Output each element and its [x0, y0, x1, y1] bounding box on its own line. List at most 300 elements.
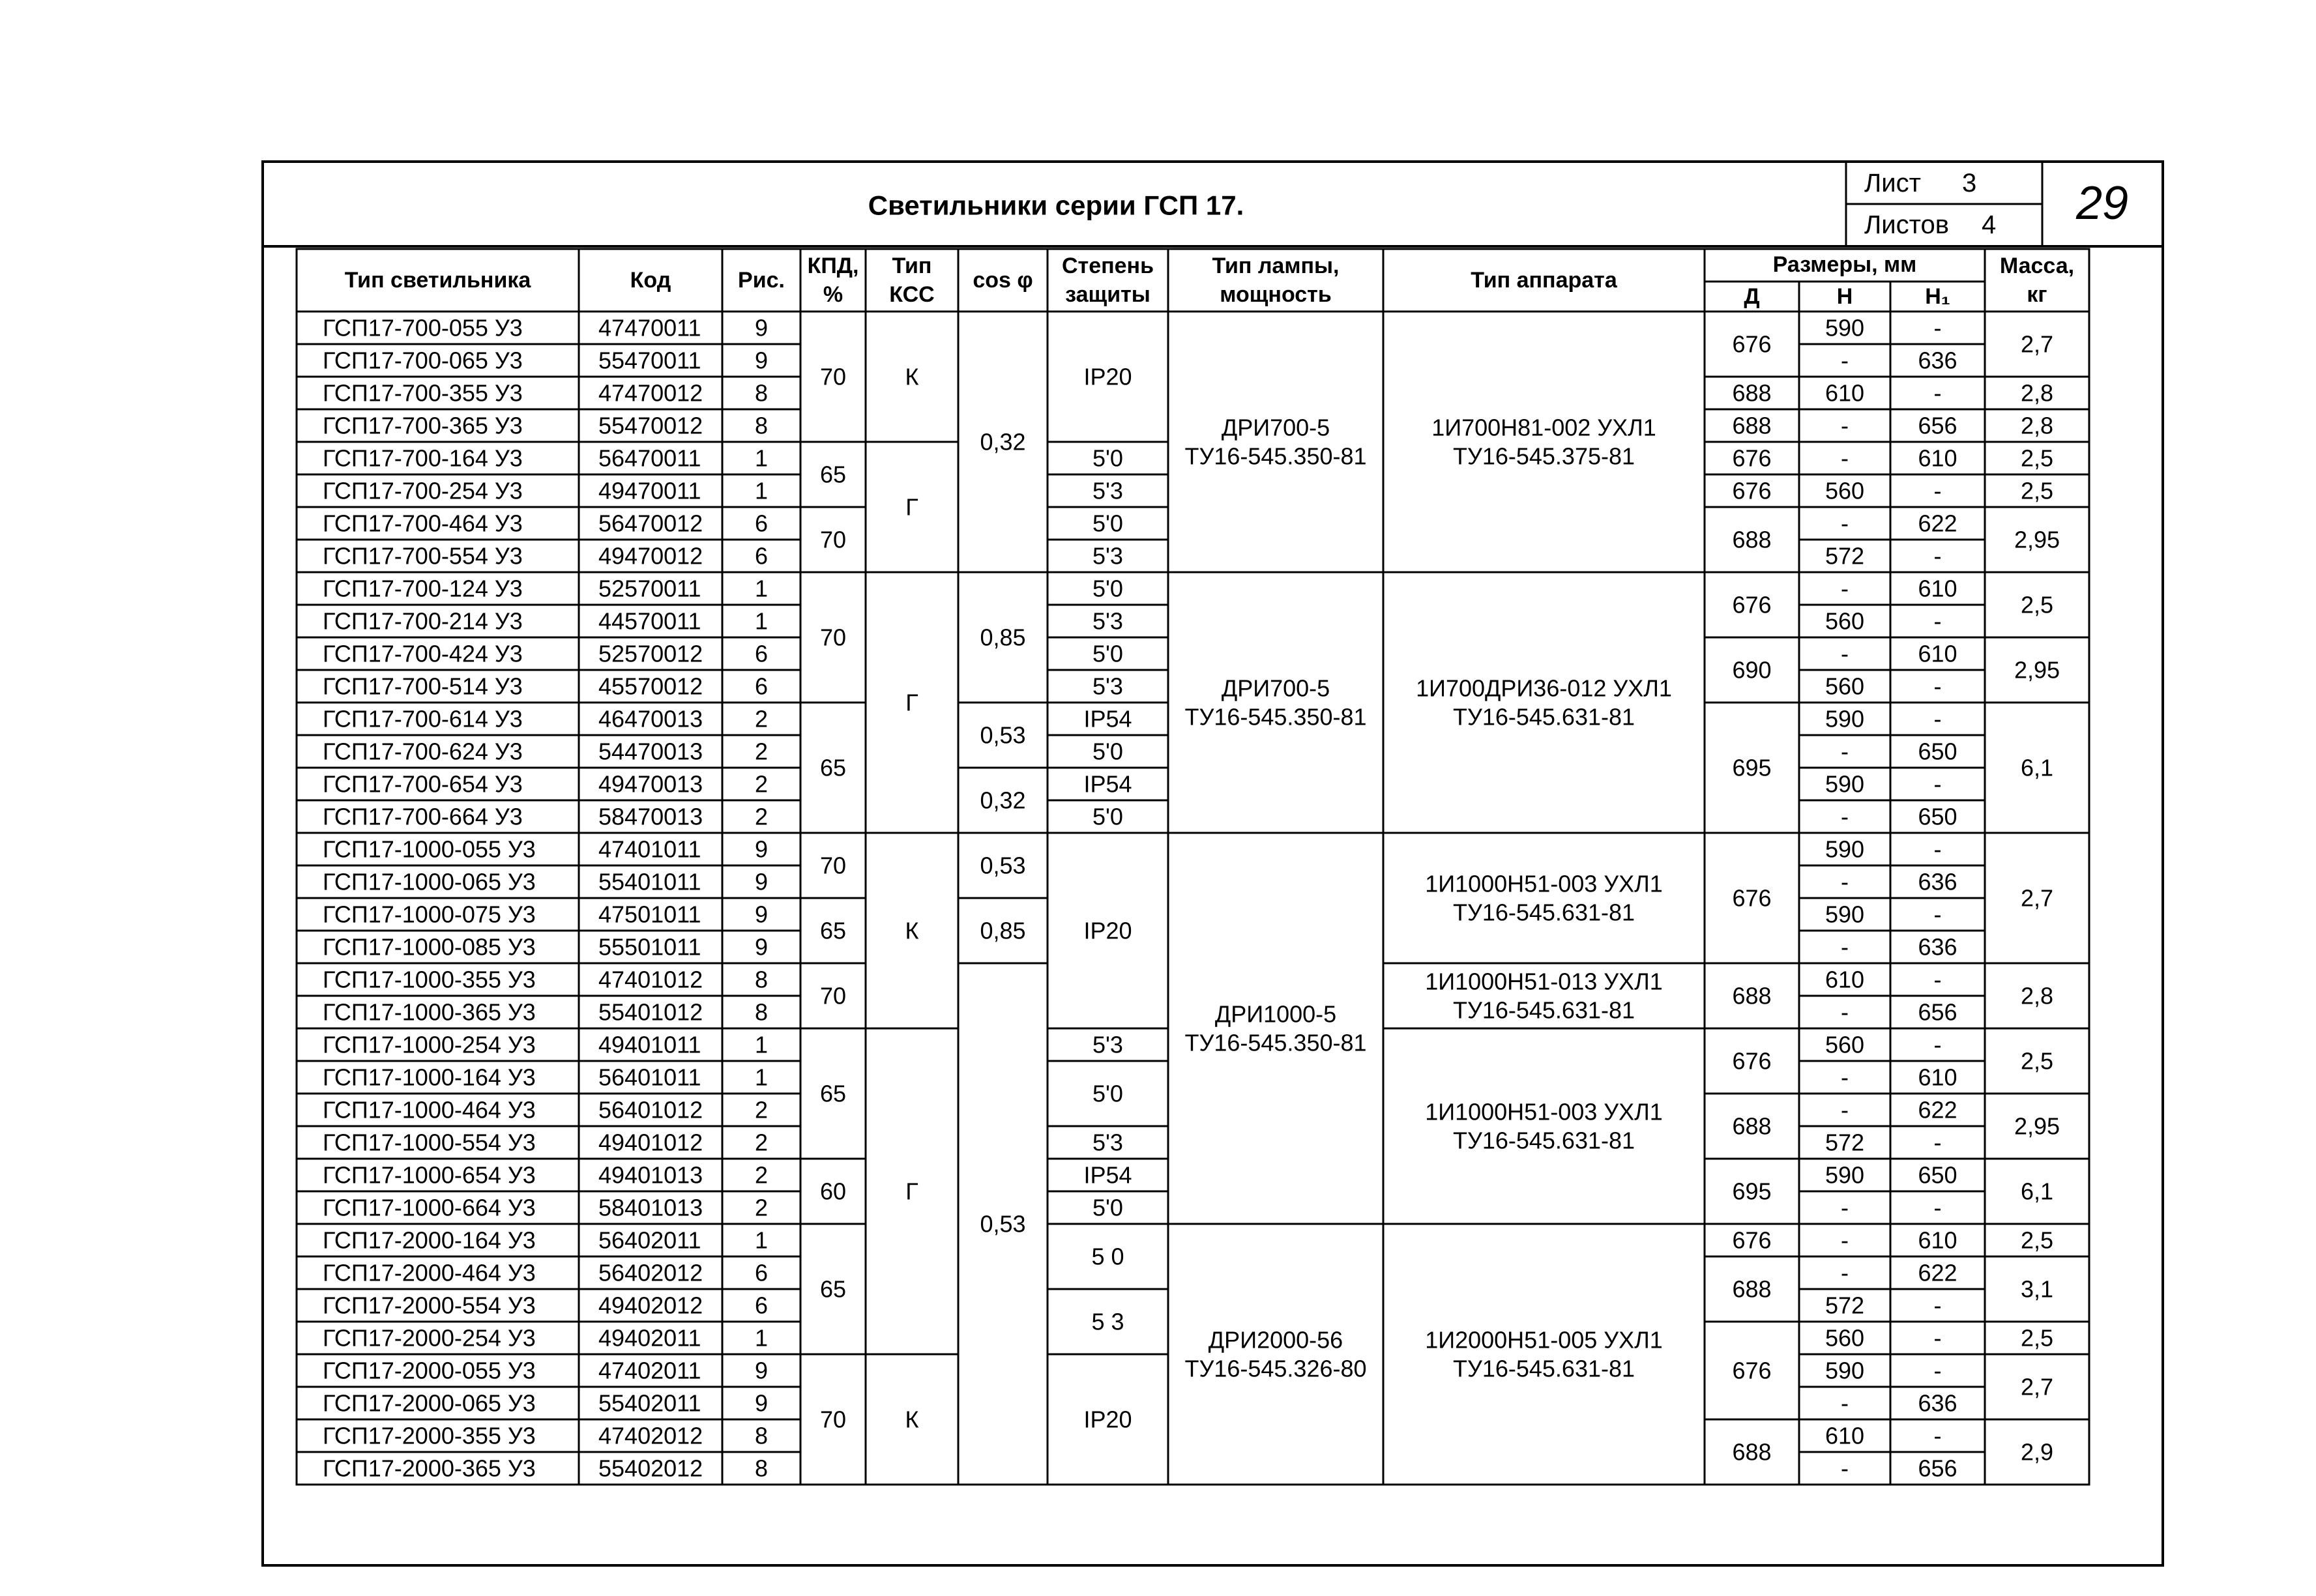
cell-type: ГСП17-1000-664 У3	[323, 1194, 536, 1221]
cell-dim-d: 688	[1732, 1275, 1772, 1303]
cell-dim-h1: 650	[1918, 738, 1957, 765]
cell-kpd: 65	[819, 461, 847, 488]
cell-protection: 5'3	[1092, 1031, 1123, 1058]
cell-dim-d: 676	[1732, 1357, 1772, 1384]
cell-code: 47401011	[598, 835, 701, 863]
cell-dim-h: 560	[1825, 607, 1865, 635]
cell-type: ГСП17-1000-055 У3	[323, 835, 536, 863]
cell-gear-spec: ТУ16-545.631-81	[1452, 996, 1635, 1024]
cell-cos: 0,85	[980, 624, 1026, 651]
cell-code: 45570012	[598, 673, 703, 700]
cell-code: 55470011	[598, 347, 701, 374]
cell-kpd: 70	[819, 1406, 847, 1433]
cell-lamp: ДРИ2000-56	[1208, 1326, 1343, 1354]
cell-mass: 2,5	[2020, 477, 2054, 504]
cell-code: 47501011	[598, 901, 701, 928]
cell-type: ГСП17-2000-355 У3	[323, 1422, 536, 1449]
header-dimensions: Размеры, мм	[1772, 252, 1917, 277]
cell-dim-h1: 622	[1918, 1259, 1957, 1286]
cell-mass: 2,8	[2020, 379, 2054, 407]
cell-fig: 9	[754, 868, 769, 895]
cell-dim-h1: 636	[1918, 347, 1957, 374]
sheet-list-value: 3	[1962, 169, 1977, 197]
header-kss: Тип	[892, 254, 932, 278]
header-lamp: Тип лампы,	[1212, 254, 1340, 278]
cell-dim-h: -	[1841, 1259, 1849, 1286]
cell-kss: К	[905, 1406, 919, 1433]
cell-dim-d: 676	[1732, 477, 1772, 504]
page-title: Светильники серии ГСП 17.	[868, 190, 1244, 221]
cell-gear-spec: ТУ16-545.631-81	[1452, 703, 1635, 731]
cell-dim-h: 590	[1825, 705, 1865, 733]
cell-fig: 2	[754, 1161, 769, 1189]
cell-dim-h1: 610	[1918, 444, 1957, 472]
cell-type: ГСП17-700-664 У3	[323, 803, 523, 830]
cell-mass: 2,8	[2020, 412, 2054, 439]
cell-dim-h: -	[1841, 1389, 1849, 1417]
cell-cos: 0,32	[980, 787, 1026, 814]
cell-protection: 5'0	[1092, 1080, 1123, 1107]
cell-kpd: 60	[819, 1178, 847, 1205]
header-h: Н	[1836, 284, 1853, 309]
cell-dim-h: 560	[1825, 1031, 1865, 1058]
cell-mass: 2,9	[2020, 1438, 2054, 1466]
cell-protection: 5'0	[1092, 444, 1123, 472]
cell-code: 47470011	[598, 314, 701, 341]
cell-gear: 1И700Н81-002 УХЛ1	[1431, 414, 1656, 441]
cell-dim-d: 676	[1732, 1047, 1772, 1075]
cell-dim-d: 695	[1732, 754, 1772, 781]
cell-dim-h1: -	[1933, 607, 1942, 635]
cell-code: 55402011	[598, 1389, 701, 1417]
cell-dim-h: -	[1841, 738, 1849, 765]
cell-dim-h1: 636	[1918, 1389, 1957, 1417]
header-code: Код	[630, 268, 671, 293]
cell-dim-h: 590	[1825, 770, 1865, 798]
header-kpd-unit: %	[823, 282, 843, 307]
cell-dim-h1: -	[1933, 379, 1942, 407]
sheet-lists-value: 4	[1982, 210, 1997, 239]
cell-dim-h1: -	[1933, 1129, 1942, 1156]
header-kss-2: КСС	[889, 282, 935, 307]
cell-fig: 6	[754, 673, 769, 700]
cell-protection: IP54	[1083, 705, 1132, 733]
cell-kpd: 65	[819, 754, 847, 781]
cell-code: 47470012	[598, 379, 703, 407]
cell-dim-h1: -	[1933, 1324, 1942, 1352]
cell-lamp-spec: ТУ16-545.350-81	[1184, 703, 1367, 731]
cell-dim-h: -	[1841, 1455, 1849, 1482]
cell-fig: 1	[754, 1064, 769, 1091]
cell-code: 55401012	[598, 998, 703, 1026]
cell-dim-h: -	[1841, 868, 1849, 895]
cell-dim-d: 688	[1732, 1438, 1772, 1466]
cell-dim-h1: -	[1933, 477, 1942, 504]
cell-cos: 0,53	[980, 1210, 1026, 1238]
cell-fig: 1	[754, 477, 769, 504]
cell-cos: 0,85	[980, 917, 1026, 944]
cell-code: 47401012	[598, 966, 703, 993]
cell-dim-h1: -	[1933, 966, 1942, 993]
cell-type: ГСП17-700-254 У3	[323, 477, 523, 504]
cell-dim-h1: -	[1933, 542, 1942, 570]
cell-dim-h1: 636	[1918, 868, 1957, 895]
cell-protection: 5'0	[1092, 738, 1123, 765]
cell-fig: 2	[754, 705, 769, 733]
cell-dim-h: 610	[1825, 379, 1865, 407]
cell-fig: 6	[754, 510, 769, 537]
cell-code: 56402012	[598, 1259, 703, 1286]
cell-kss: К	[905, 363, 919, 390]
cell-code: 49401012	[598, 1129, 703, 1156]
cell-protection: 5'0	[1092, 640, 1123, 667]
cell-lamp: ДРИ700-5	[1221, 675, 1330, 702]
cell-dim-h1: 656	[1918, 998, 1957, 1026]
cell-lamp: ДРИ700-5	[1221, 414, 1330, 441]
cell-protection: 5'3	[1092, 1129, 1123, 1156]
header-gear: Тип аппарата	[1471, 268, 1617, 293]
cell-code: 55402012	[598, 1455, 703, 1482]
cell-type: ГСП17-1000-065 У3	[323, 868, 536, 895]
header-protection: Степень	[1062, 254, 1154, 278]
cell-fig: 9	[754, 1357, 769, 1384]
cell-dim-h1: 650	[1918, 803, 1957, 830]
header-h1: Н₁	[1925, 284, 1950, 309]
cell-dim-d: 695	[1732, 1178, 1772, 1205]
cell-type: ГСП17-2000-254 У3	[323, 1324, 536, 1352]
cell-fig: 9	[754, 901, 769, 928]
cell-fig: 6	[754, 640, 769, 667]
cell-mass: 2,5	[2020, 1226, 2054, 1254]
header-mass: Масса,	[1999, 254, 2075, 278]
cell-protection: 5'0	[1092, 575, 1123, 602]
cell-dim-h: -	[1841, 510, 1849, 537]
cell-dim-h1: -	[1933, 1357, 1942, 1384]
cell-code: 49470011	[598, 477, 701, 504]
cell-dim-h1: -	[1933, 835, 1942, 863]
cell-gear-spec: ТУ16-545.375-81	[1452, 443, 1635, 470]
cell-type: ГСП17-2000-065 У3	[323, 1389, 536, 1417]
cell-mass: 2,95	[2014, 656, 2060, 684]
cell-dim-h: -	[1841, 1096, 1849, 1124]
cell-dim-h1: 656	[1918, 412, 1957, 439]
cell-mass: 2,5	[2020, 591, 2054, 618]
cell-dim-h1: -	[1933, 901, 1942, 928]
cell-protection: 5 0	[1091, 1243, 1124, 1270]
cell-type: ГСП17-700-355 У3	[323, 379, 523, 407]
cell-protection: 5'0	[1092, 803, 1123, 830]
cell-type: ГСП17-1000-085 У3	[323, 933, 536, 961]
cell-code: 58401013	[598, 1194, 703, 1221]
cell-gear-spec: ТУ16-545.631-81	[1452, 1355, 1635, 1382]
cell-protection: IP54	[1083, 1161, 1132, 1189]
cell-dim-h1: 650	[1918, 1161, 1957, 1189]
cell-dim-h1: 636	[1918, 933, 1957, 961]
cell-type: ГСП17-1000-075 У3	[323, 901, 536, 928]
cell-dim-h: -	[1841, 803, 1849, 830]
cell-code: 52570012	[598, 640, 703, 667]
cell-type: ГСП17-1000-365 У3	[323, 998, 536, 1026]
cell-code: 56402011	[598, 1226, 701, 1254]
cell-code: 46470013	[598, 705, 703, 733]
cell-type: ГСП17-700-554 У3	[323, 542, 523, 570]
cell-dim-h: 572	[1825, 1129, 1865, 1156]
cell-dim-h1: -	[1933, 1194, 1942, 1221]
cell-fig: 2	[754, 1129, 769, 1156]
cell-protection: IP20	[1083, 917, 1132, 944]
cell-gear: 1И2000Н51-005 УХЛ1	[1425, 1326, 1663, 1354]
cell-type: ГСП17-1000-355 У3	[323, 966, 536, 993]
cell-dim-d: 688	[1732, 1112, 1772, 1140]
cell-fig: 8	[754, 379, 769, 407]
cell-dim-d: 676	[1732, 591, 1772, 618]
cell-code: 49401011	[598, 1031, 701, 1058]
page-number: 29	[2075, 177, 2129, 229]
cell-dim-h: 590	[1825, 1161, 1865, 1189]
cell-type: ГСП17-700-514 У3	[323, 673, 523, 700]
cell-gear-spec: ТУ16-545.631-81	[1452, 899, 1635, 926]
cell-fig: 9	[754, 933, 769, 961]
cell-cos: 0,53	[980, 852, 1026, 879]
cell-fig: 1	[754, 444, 769, 472]
header-mass-2: кг	[2027, 282, 2047, 307]
cell-fig: 1	[754, 1031, 769, 1058]
cell-dim-h: 560	[1825, 477, 1865, 504]
cell-dim-d: 676	[1732, 884, 1772, 912]
cell-fig: 2	[754, 770, 769, 798]
cell-lamp-spec: ТУ16-545.350-81	[1184, 443, 1367, 470]
cell-cos: 0,53	[980, 721, 1026, 749]
cell-fig: 9	[754, 314, 769, 341]
cell-code: 52570011	[598, 575, 701, 602]
cell-dim-h1: -	[1933, 1031, 1942, 1058]
cell-code: 47402011	[598, 1357, 701, 1384]
cell-code: 49401013	[598, 1161, 703, 1189]
cell-gear: 1И1000Н51-003 УХЛ1	[1425, 1098, 1663, 1125]
cell-dim-h: 572	[1825, 542, 1865, 570]
cell-protection: 5'0	[1092, 1194, 1123, 1221]
cell-cos: 0,32	[980, 428, 1026, 456]
cell-dim-h: 590	[1825, 901, 1865, 928]
cell-type: ГСП17-700-065 У3	[323, 347, 523, 374]
header-d: Д	[1744, 284, 1760, 309]
cell-dim-h1: -	[1933, 1292, 1942, 1319]
cell-dim-h1: -	[1933, 770, 1942, 798]
header-protection-2: защиты	[1065, 282, 1151, 307]
cell-kpd: 70	[819, 982, 847, 1009]
cell-lamp-spec: ТУ16-545.350-81	[1184, 1029, 1367, 1056]
cell-code: 56401012	[598, 1096, 703, 1124]
cell-protection: 5'3	[1092, 542, 1123, 570]
cell-dim-h1: 656	[1918, 1455, 1957, 1482]
cell-dim-h: -	[1841, 575, 1849, 602]
cell-code: 54470013	[598, 738, 703, 765]
cell-protection: 5'3	[1092, 607, 1123, 635]
cell-fig: 6	[754, 542, 769, 570]
cell-type: ГСП17-700-654 У3	[323, 770, 523, 798]
cell-type: ГСП17-700-464 У3	[323, 510, 523, 537]
cell-code: 58470013	[598, 803, 703, 830]
cell-kpd: 70	[819, 526, 847, 553]
sheet-lists-label: Листов	[1864, 210, 1949, 239]
cell-fig: 9	[754, 835, 769, 863]
cell-lamp: ДРИ1000-5	[1214, 1000, 1337, 1028]
cell-code: 55501011	[598, 933, 701, 961]
cell-protection: 5'3	[1092, 673, 1123, 700]
cell-dim-h1: -	[1933, 673, 1942, 700]
cell-lamp-spec: ТУ16-545.326-80	[1184, 1355, 1367, 1382]
cell-kss: К	[905, 917, 919, 944]
cell-code: 55401011	[598, 868, 701, 895]
cell-dim-h1: 610	[1918, 575, 1957, 602]
cell-dim-h: 610	[1825, 966, 1865, 993]
header-type: Тип светильника	[344, 268, 531, 293]
cell-dim-h: 590	[1825, 1357, 1865, 1384]
cell-protection: 5'0	[1092, 510, 1123, 537]
cell-fig: 9	[754, 347, 769, 374]
cell-dim-h: 590	[1825, 314, 1865, 341]
cell-code: 49402012	[598, 1292, 703, 1319]
cell-dim-h1: 610	[1918, 1064, 1957, 1091]
cell-fig: 1	[754, 575, 769, 602]
cell-gear: 1И1000Н51-003 УХЛ1	[1425, 870, 1663, 897]
sheet-list-label: Лист	[1864, 169, 1921, 197]
cell-dim-h1: 610	[1918, 640, 1957, 667]
cell-code: 47402012	[598, 1422, 703, 1449]
cell-dim-h: 572	[1825, 1292, 1865, 1319]
cell-dim-d: 688	[1732, 982, 1772, 1009]
cell-dim-h1: -	[1933, 314, 1942, 341]
cell-kpd: 65	[819, 1275, 847, 1303]
cell-type: ГСП17-2000-164 У3	[323, 1226, 536, 1254]
cell-type: ГСП17-1000-554 У3	[323, 1129, 536, 1156]
cell-mass: 2,5	[2020, 1324, 2054, 1352]
cell-dim-d: 688	[1732, 379, 1772, 407]
header-lamp-2: мощность	[1220, 282, 1332, 307]
cell-dim-d: 688	[1732, 526, 1772, 553]
cell-dim-h: -	[1841, 998, 1849, 1026]
cell-dim-d: 690	[1732, 656, 1772, 684]
cell-dim-h: -	[1841, 1194, 1849, 1221]
cell-type: ГСП17-700-214 У3	[323, 607, 523, 635]
cell-fig: 2	[754, 738, 769, 765]
cell-type: ГСП17-1000-164 У3	[323, 1064, 536, 1091]
cell-protection: IP20	[1083, 1406, 1132, 1433]
cell-type: ГСП17-1000-254 У3	[323, 1031, 536, 1058]
cell-code: 49470013	[598, 770, 703, 798]
cell-type: ГСП17-700-614 У3	[323, 705, 523, 733]
cell-gear-spec: ТУ16-545.631-81	[1452, 1127, 1635, 1154]
cell-mass: 3,1	[2020, 1275, 2054, 1303]
cell-dim-h: -	[1841, 1064, 1849, 1091]
cell-type: ГСП17-700-424 У3	[323, 640, 523, 667]
cell-mass: 2,7	[2020, 330, 2054, 358]
cell-dim-h: -	[1841, 412, 1849, 439]
cell-code: 56401011	[598, 1064, 701, 1091]
cell-fig: 1	[754, 1324, 769, 1352]
cell-fig: 1	[754, 1226, 769, 1254]
cell-fig: 2	[754, 803, 769, 830]
cell-dim-h: 590	[1825, 835, 1865, 863]
cell-type: ГСП17-1000-464 У3	[323, 1096, 536, 1124]
cell-mass: 2,8	[2020, 982, 2054, 1009]
cell-code: 44570011	[598, 607, 701, 635]
cell-kss: Г	[905, 1178, 918, 1205]
cell-code: 55470012	[598, 412, 703, 439]
cell-protection: 5'3	[1092, 477, 1123, 504]
cell-fig: 8	[754, 998, 769, 1026]
cell-mass: 2,95	[2014, 1112, 2060, 1140]
table-cells	[323, 169, 2128, 1482]
cell-mass: 6,1	[2020, 754, 2054, 781]
cell-dim-d: 676	[1732, 330, 1772, 358]
cell-fig: 8	[754, 966, 769, 993]
cell-protection: 5 3	[1091, 1308, 1124, 1335]
cell-dim-h: 560	[1825, 673, 1865, 700]
cell-dim-h: -	[1841, 347, 1849, 374]
cell-type: ГСП17-700-365 У3	[323, 412, 523, 439]
cell-kss: Г	[905, 689, 918, 716]
cell-dim-d: 676	[1732, 1226, 1772, 1254]
cell-mass: 2,7	[2020, 1373, 2054, 1400]
cell-kpd: 70	[819, 363, 847, 390]
cell-code: 56470012	[598, 510, 703, 537]
cell-type: ГСП17-2000-055 У3	[323, 1357, 536, 1384]
cell-protection: IP54	[1083, 770, 1132, 798]
cell-dim-h1: 610	[1918, 1226, 1957, 1254]
cell-dim-h1: -	[1933, 1422, 1942, 1449]
cell-type: ГСП17-700-124 У3	[323, 575, 523, 602]
cell-mass: 2,7	[2020, 884, 2054, 912]
cell-dim-h1: 622	[1918, 1096, 1957, 1124]
cell-type: ГСП17-2000-365 У3	[323, 1455, 536, 1482]
cell-code: 49470012	[598, 542, 703, 570]
cell-fig: 8	[754, 1455, 769, 1482]
cell-type: ГСП17-2000-464 У3	[323, 1259, 536, 1286]
cell-dim-d: 676	[1732, 444, 1772, 472]
cell-fig: 1	[754, 607, 769, 635]
cell-gear: 1И700ДРИ36-012 УХЛ1	[1416, 675, 1672, 702]
header-kpd: КПД,	[807, 254, 859, 278]
cell-kpd: 70	[819, 852, 847, 879]
cell-dim-h: -	[1841, 1226, 1849, 1254]
cell-dim-h1: -	[1933, 705, 1942, 733]
cell-kpd: 65	[819, 1080, 847, 1107]
cell-fig: 8	[754, 1422, 769, 1449]
cell-gear: 1И1000Н51-013 УХЛ1	[1425, 968, 1663, 995]
cell-dim-h: -	[1841, 640, 1849, 667]
cell-kpd: 70	[819, 624, 847, 651]
cell-kpd: 65	[819, 917, 847, 944]
header-cos: cos φ	[973, 268, 1033, 293]
cell-dim-h: 610	[1825, 1422, 1865, 1449]
cell-type: ГСП17-1000-654 У3	[323, 1161, 536, 1189]
cell-dim-h1: 622	[1918, 510, 1957, 537]
cell-dim-h: -	[1841, 444, 1849, 472]
cell-mass: 2,5	[2020, 1047, 2054, 1075]
cell-mass: 2,95	[2014, 526, 2060, 553]
cell-type: ГСП17-700-055 У3	[323, 314, 523, 341]
cell-fig: 8	[754, 412, 769, 439]
cell-code: 49402011	[598, 1324, 701, 1352]
cell-type: ГСП17-700-164 У3	[323, 444, 523, 472]
cell-mass: 6,1	[2020, 1178, 2054, 1205]
cell-dim-h: 560	[1825, 1324, 1865, 1352]
cell-protection: IP20	[1083, 363, 1132, 390]
cell-fig: 9	[754, 1389, 769, 1417]
cell-type: ГСП17-2000-554 У3	[323, 1292, 536, 1319]
cell-dim-h: -	[1841, 933, 1849, 961]
